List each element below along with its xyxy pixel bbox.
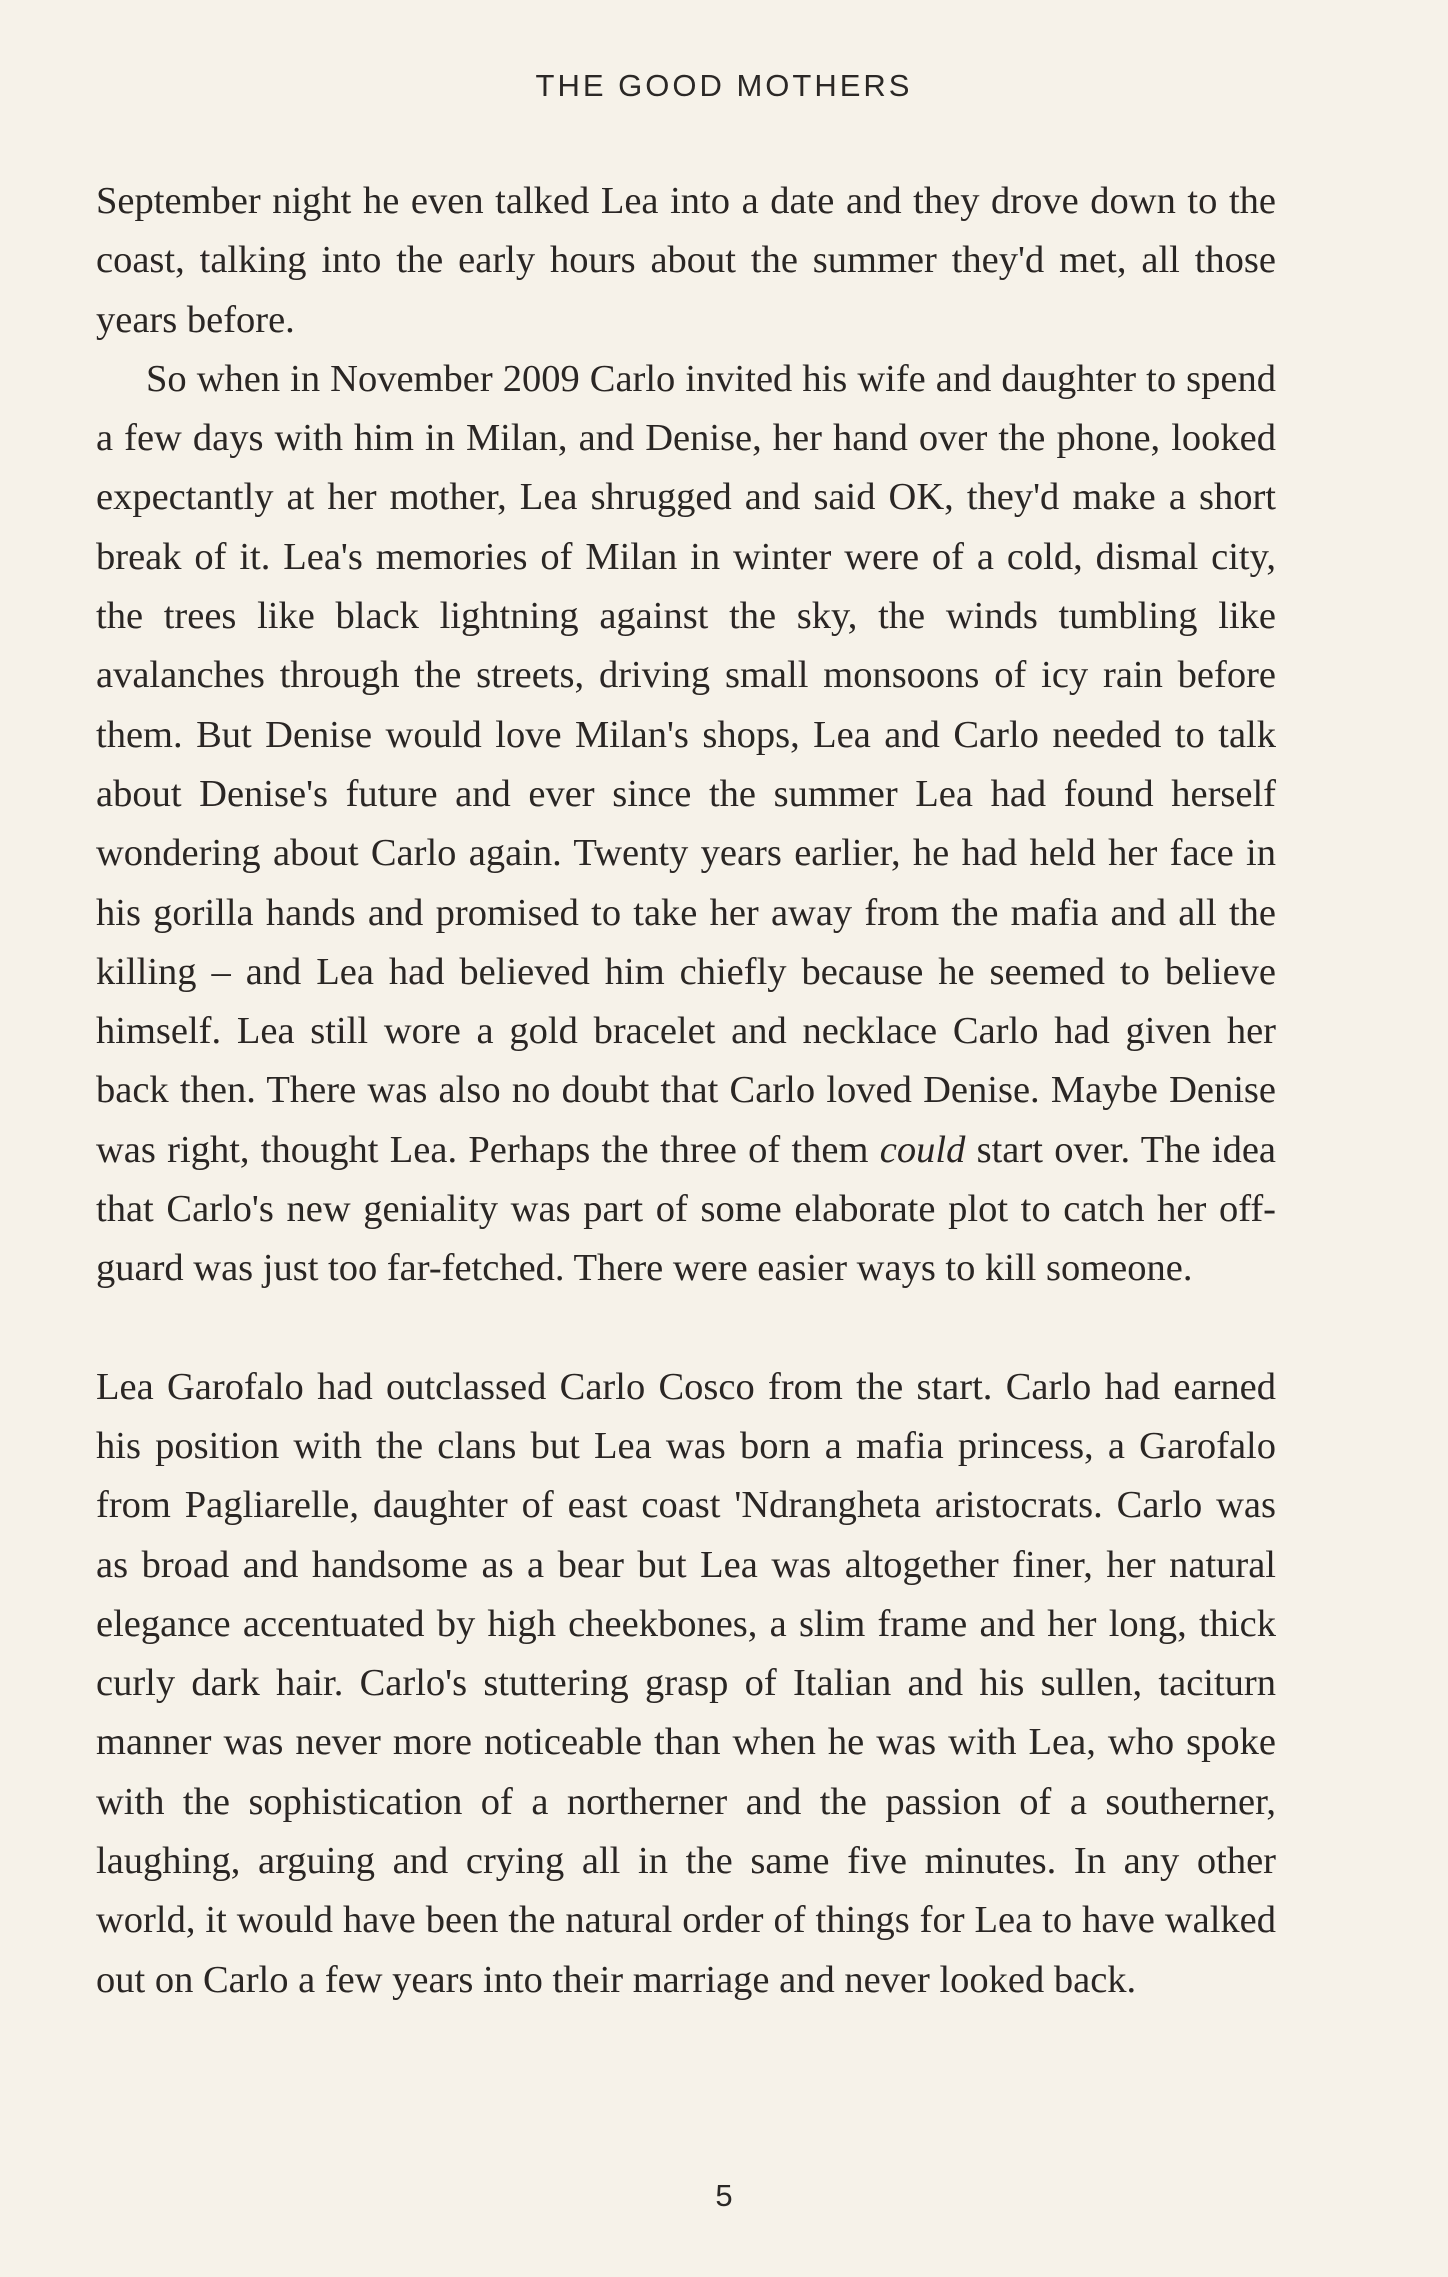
running-head: THE GOOD MOTHERS [535, 68, 913, 103]
paragraph-3: Lea Garofalo had outclassed Carlo Cosco from the start. Carlo had earned his position with the clans but Lea was born a mafia princess, a Garofalo from Pagliarelle, daughter of east coast 'Ndrangheta aristocrats. Carlo was as broad and handsome as a bear but Lea was altogether finer, her natural elegance accentuated by high cheekbones, a slim frame and her long, thick curly dark hair. Carlo's stuttering grasp of Italian and his sullen, taciturn manner was never more noticeable than when he was with Lea, who spoke with the sophistication of a northerner and the passion of a southerner, laughing, arguing and crying all in the same five minutes. In any other world, it would have been the natural order of things for Lea to have walked out on Carlo a few years into their marriage and never looked back. [96, 1365, 1276, 2001]
paragraph-1: September night he even talked Lea into a date and they drove down to the coast, talking into the early hours about the summer they'd met, all those years before. [96, 180, 1276, 341]
paragraph-2 [96, 350, 1276, 1299]
italic-emphasis: could [879, 1128, 966, 1171]
body-text [96, 172, 1276, 2010]
page-number: 5 [715, 2178, 733, 2213]
paragraph-2-part-b: start over. The idea that Carlo's new geniality was part of some elaborate plot to catch her off-guard was just too far-fetched. There were easier ways to kill someone. [96, 1128, 1276, 1290]
paragraph-2-part-a: So when in November 2009 Carlo invited his wife and daughter to spend a few days with him in Milan, and Denise, her hand over the phone, looked expectantly at her mother, Lea shrugged and said OK, they'd make a short break of it. Lea's memories of Milan in winter were of a cold, dismal city, the trees like black lightning against the sky, the winds tumbling like avalanches through the streets, driving small monsoons of icy rain before them. But Denise would love Milan's shops, Lea and Carlo needed to talk about Denise's future and ever since the summer Lea had found herself wondering about Carlo again. Twenty years earlier, he had held her face in his gorilla hands and promised to take her away from the mafia and all the killing – and Lea had believed him chiefly because he seemed to believe himself. Lea still wore a gold bracelet and necklace Carlo had given her back then. There was also no doubt that Carlo loved Denise. Maybe Denise was right, thought Lea. Perhaps the three of them [96, 357, 1276, 1171]
